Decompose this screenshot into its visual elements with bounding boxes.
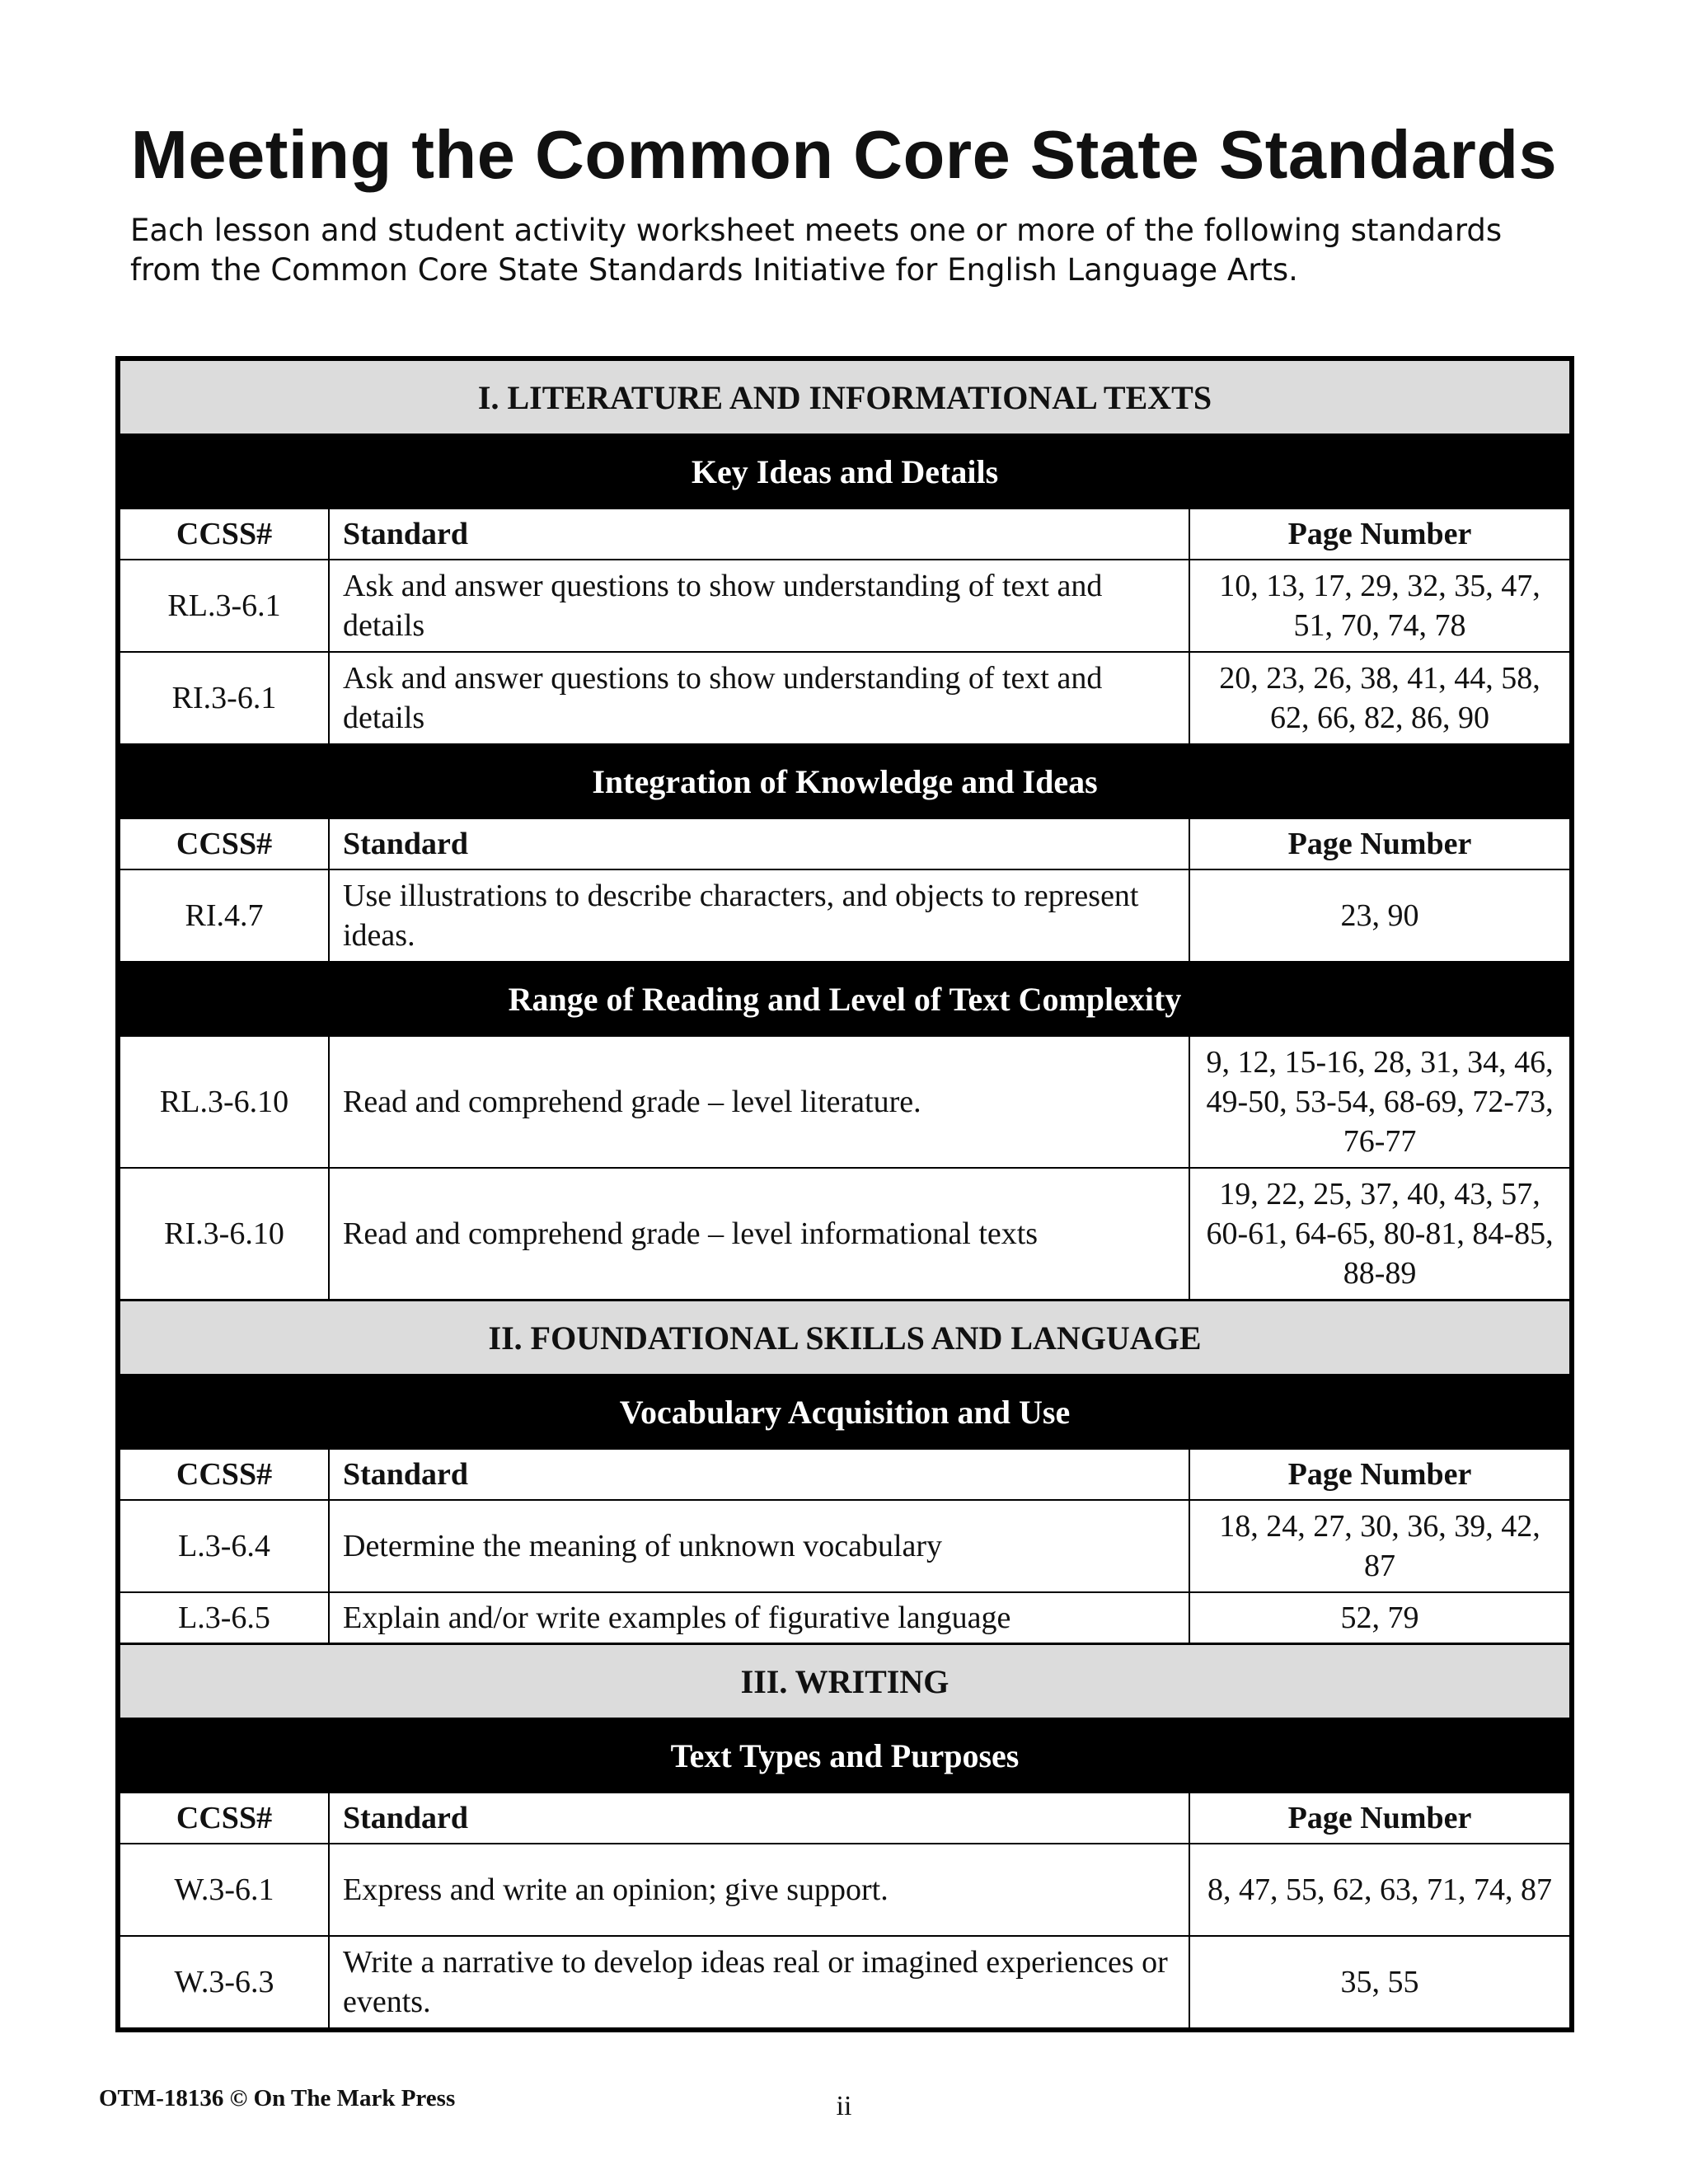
standard-description: Read and comprehend grade – level informational texts [329, 1168, 1189, 1301]
table-row [118, 1036, 1572, 1168]
column-header-ccss: CCSS# [118, 509, 329, 560]
subsection-title: Text Types and Purposes [118, 1718, 1572, 1793]
ccss-code: RI.3-6.10 [118, 1168, 329, 1301]
page-numbers: 9, 12, 15-16, 28, 31, 34, 46, 49-50, 53-54, 68-69, 72-73, 76-77 [1189, 1036, 1572, 1168]
standard-description: Explain and/or write examples of figurative language [329, 1592, 1189, 1644]
column-header-ccss: CCSS# [118, 1793, 329, 1844]
ccss-code: L.3-6.4 [118, 1500, 329, 1592]
column-header-page-number: Page Number [1189, 818, 1572, 869]
column-header-ccss: CCSS# [118, 818, 329, 869]
subsection-title: Range of Reading and Level of Text Complexity [118, 962, 1572, 1036]
intro-paragraph [130, 211, 1581, 290]
table-row [118, 1168, 1572, 1301]
column-header-ccss: CCSS# [118, 1449, 329, 1500]
subsection-header-row [118, 1375, 1572, 1449]
column-header-standard: Standard [329, 1449, 1189, 1500]
page-numbers: 23, 90 [1189, 869, 1572, 962]
column-header-standard: Standard [329, 509, 1189, 560]
subsection-title: Key Ideas and Details [118, 434, 1572, 509]
intro-line: from the Common Core State Standards Initiative for English Language Arts. [130, 252, 1298, 288]
table-row [118, 652, 1572, 744]
page-numbers: 10, 13, 17, 29, 32, 35, 47, 51, 70, 74, 78 [1189, 560, 1572, 652]
section-title: I. LITERATURE AND INFORMATIONAL TEXTS [118, 359, 1572, 434]
ccss-code: RL.3-6.10 [118, 1036, 329, 1168]
page-numbers: 52, 79 [1189, 1592, 1572, 1644]
ccss-code: RI.4.7 [118, 869, 329, 962]
table-row [118, 1500, 1572, 1592]
intro-line: Each lesson and student activity worksheet meets one or more of the following standards [130, 213, 1503, 248]
standard-description: Use illustrations to describe characters, and objects to represent ideas. [329, 869, 1189, 962]
subsection-header-row [118, 1718, 1572, 1793]
page-numbers: 20, 23, 26, 38, 41, 44, 58, 62, 66, 82, 86, 90 [1189, 652, 1572, 744]
column-header-row [118, 1793, 1572, 1844]
table-row [118, 869, 1572, 962]
column-header-row [118, 509, 1572, 560]
page-numbers: 35, 55 [1189, 1936, 1572, 2030]
ccss-code: W.3-6.1 [118, 1844, 329, 1936]
subsection-header-row [118, 744, 1572, 818]
section-header-row [118, 1301, 1572, 1376]
table-row [118, 560, 1572, 652]
section-header-row [118, 359, 1572, 434]
footer-page-number: ii [836, 2091, 852, 2121]
page-numbers: 19, 22, 25, 37, 40, 43, 57, 60-61, 64-65, 80-81, 84-85, 88-89 [1189, 1168, 1572, 1301]
page-numbers: 18, 24, 27, 30, 36, 39, 42, 87 [1189, 1500, 1572, 1592]
subsection-header-row [118, 962, 1572, 1036]
column-header-standard: Standard [329, 818, 1189, 869]
section-title: II. FOUNDATIONAL SKILLS AND LANGUAGE [118, 1301, 1572, 1376]
section-title: III. WRITING [118, 1644, 1572, 1719]
subsection-title: Vocabulary Acquisition and Use [118, 1375, 1572, 1449]
standard-description: Write a narrative to develop ideas real or imagined experiences or events. [329, 1936, 1189, 2030]
footer-copyright: OTM-18136 © On The Mark Press [99, 2085, 456, 2111]
ccss-code: RL.3-6.1 [118, 560, 329, 652]
standard-description: Determine the meaning of unknown vocabulary [329, 1500, 1189, 1592]
ccss-code: RI.3-6.1 [118, 652, 329, 744]
standard-description: Ask and answer questions to show understanding of text and details [329, 560, 1189, 652]
ccss-code: L.3-6.5 [118, 1592, 329, 1644]
standard-description: Express and write an opinion; give support. [329, 1844, 1189, 1936]
column-header-row [118, 1449, 1572, 1500]
page-title: Meeting the Common Core State Standards [130, 116, 1558, 193]
section-header-row [118, 1644, 1572, 1719]
column-header-row [118, 818, 1572, 869]
table-row [118, 1844, 1572, 1936]
subsection-title: Integration of Knowledge and Ideas [118, 744, 1572, 818]
column-header-page-number: Page Number [1189, 1449, 1572, 1500]
ccss-code: W.3-6.3 [118, 1936, 329, 2030]
table-row [118, 1592, 1572, 1644]
column-header-standard: Standard [329, 1793, 1189, 1844]
subsection-header-row [118, 434, 1572, 509]
standards-table [115, 356, 1574, 2032]
standard-description: Ask and answer questions to show understanding of text and details [329, 652, 1189, 744]
table-row [118, 1936, 1572, 2030]
column-header-page-number: Page Number [1189, 1793, 1572, 1844]
page-numbers: 8, 47, 55, 62, 63, 71, 74, 87 [1189, 1844, 1572, 1936]
standard-description: Read and comprehend grade – level literature. [329, 1036, 1189, 1168]
column-header-page-number: Page Number [1189, 509, 1572, 560]
